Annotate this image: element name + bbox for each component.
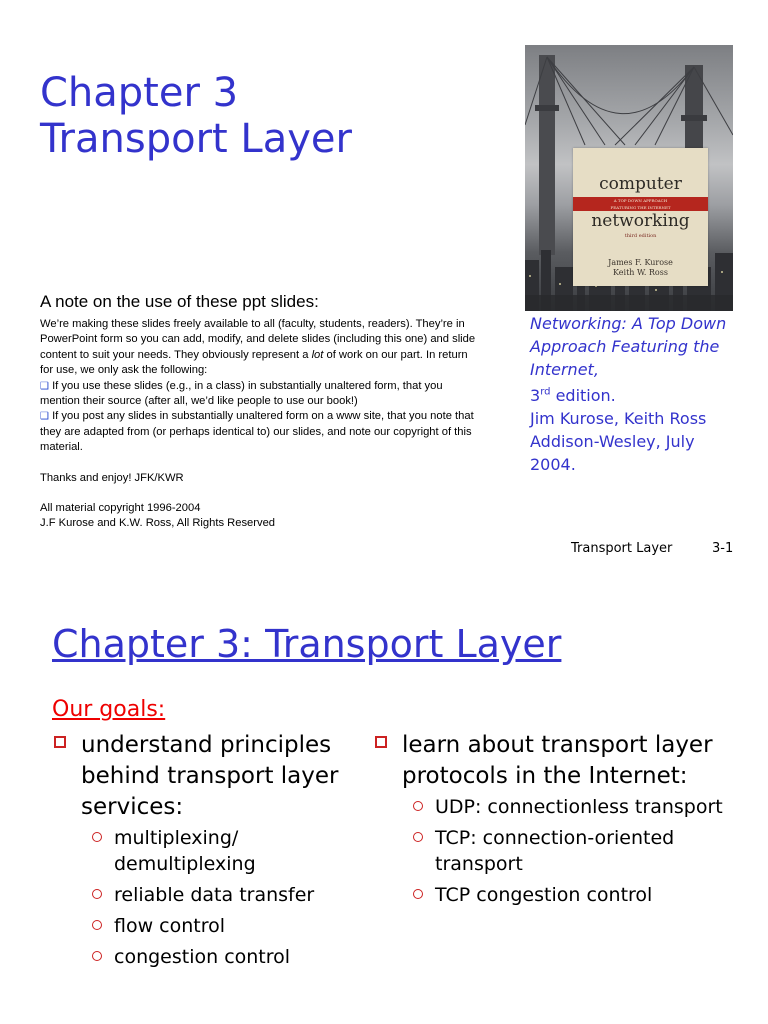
cover-title-computer: computer	[599, 174, 682, 194]
book-edition	[530, 386, 616, 405]
right-goals-column	[373, 730, 753, 913]
list-item-text: UDP: connectionless transport	[435, 796, 723, 818]
note-body	[40, 317, 480, 532]
circle-bullet-icon	[92, 951, 102, 961]
cover-subtitle-band	[573, 197, 708, 211]
goals-heading: Our goals:	[52, 697, 166, 722]
list-item-text: reliable data transfer	[114, 884, 315, 906]
note-bullet-2	[40, 409, 480, 455]
cover-author-1: James F. Kurose	[608, 258, 673, 267]
list-item	[92, 913, 352, 939]
book-edition-suffix: rd	[540, 387, 551, 398]
note-paragraph-start: We’re making these slides freely available to all (faculty, students, readers). They’re in PowerPoint form so you can add, modify, and delete slides (including this one) and slide content to suit your needs. They obviously represent a	[40, 318, 476, 361]
book-title: Networking: A Top Down Approach Featuring the Internet,	[530, 314, 727, 379]
note-copyright-2: J.F Kurose and K.W. Ross, All Rights Reserved	[40, 517, 276, 530]
list-item	[413, 794, 753, 820]
list-item	[92, 944, 352, 970]
circle-bullet-icon	[92, 889, 102, 899]
book-authors: Jim Kurose, Keith Ross	[530, 409, 707, 429]
list-item-text: congestion control	[114, 946, 291, 968]
goal-text: understand principles behind transport layer services:	[81, 732, 339, 820]
note-copyright-1: All material copyright 1996-2004	[40, 502, 201, 515]
note-bullet-1-text: If you use these slides (e.g., in a class) in substantially unaltered form, that you mention their source (after all, we’d like people to use our book!)	[40, 379, 443, 408]
cover-title-panel	[573, 148, 708, 286]
list-item	[413, 825, 753, 877]
cover-subtitle-line-1: A TOP DOWN APPROACH	[613, 198, 668, 203]
list-item-text: multiplexing/ demultiplexing	[114, 827, 256, 875]
cover-subtitle-line-2: FEATURING THE INTERNET	[610, 205, 671, 210]
checkbox-bullet-icon: ❑	[40, 380, 49, 392]
goal-subitems	[92, 825, 352, 970]
goal-text: learn about transport layer protocols in the Internet:	[402, 732, 713, 789]
book-edition-word: edition.	[550, 386, 616, 406]
list-item	[92, 882, 352, 908]
goal-item-principles	[52, 730, 352, 823]
book-publisher: Addison-Wesley, July 2004.	[530, 432, 695, 475]
list-item	[92, 825, 352, 877]
note-thanks: Thanks and enjoy! JFK/KWR	[40, 471, 184, 484]
note-bullet-2-text: If you post any slides in substantially unaltered form on a www site, that you note that they are adapted from (or perhaps identical to) our slides, and note our copyright of this material.	[40, 410, 474, 454]
list-item	[413, 882, 753, 908]
note-paragraph-end: of work on our part. In return for use, we only ask the following:	[40, 348, 468, 377]
left-goals-column	[52, 730, 352, 975]
book-caption	[530, 312, 745, 476]
circle-bullet-icon	[92, 920, 102, 930]
goal-subitems	[413, 794, 753, 908]
book-edition-number: 3	[530, 386, 541, 406]
square-bullet-icon	[54, 736, 66, 748]
note-heading: A note on the use of these ppt slides:	[40, 292, 319, 311]
cover-title-networking: networking	[591, 211, 690, 231]
cover-edition: third edition	[624, 233, 657, 239]
title-line-1: Chapter 3	[40, 70, 239, 116]
square-bullet-icon	[375, 736, 387, 748]
note-emphasis: lot	[311, 348, 324, 361]
book-cover-image	[525, 45, 733, 311]
list-item-text: flow control	[114, 915, 226, 937]
note-bullet-1	[40, 379, 480, 410]
slide-2-title: Chapter 3: Transport Layer	[52, 622, 562, 666]
slide-2	[0, 590, 768, 1024]
title-line-2: Transport Layer	[40, 116, 352, 162]
list-item-text: TCP: connection-oriented transport	[435, 827, 675, 875]
goal-item-protocols	[373, 730, 753, 792]
slide-footer-label: Transport Layer	[571, 541, 673, 556]
circle-bullet-icon	[413, 801, 423, 811]
list-item-text: TCP congestion control	[435, 884, 653, 906]
circle-bullet-icon	[413, 889, 423, 899]
slide-number: 3-1	[712, 541, 734, 556]
circle-bullet-icon	[413, 832, 423, 842]
note-paragraph	[40, 317, 480, 379]
checkbox-bullet-icon: ❑	[40, 411, 49, 423]
slide-1-title	[40, 70, 352, 162]
cover-author-2: Keith W. Ross	[613, 268, 668, 277]
circle-bullet-icon	[92, 832, 102, 842]
